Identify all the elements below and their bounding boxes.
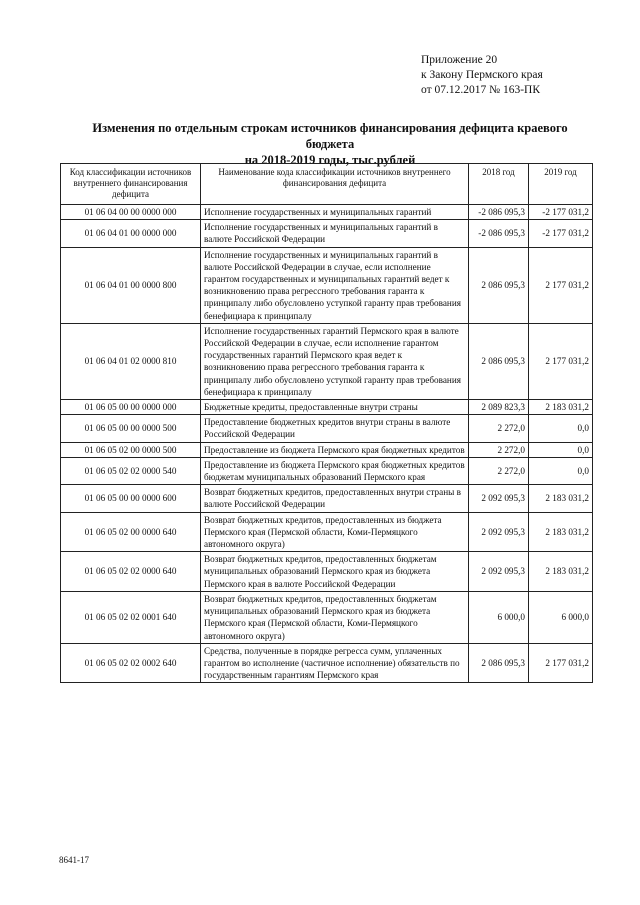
code-cell: 01 06 05 02 02 0000 640 [61, 552, 201, 592]
annex-block [421, 53, 543, 98]
annex-number: Приложение 20 [421, 54, 498, 66]
code-cell: 01 06 04 00 00 0000 000 [61, 205, 201, 220]
code-cell: 01 06 05 00 00 0000 600 [61, 485, 201, 512]
header-2019: 2019 год [529, 164, 593, 205]
table-row [61, 442, 593, 457]
value-2018-cell: 2 086 095,3 [469, 247, 529, 323]
value-2019-cell: 0,0 [529, 457, 593, 484]
value-2019-cell: 2 183 031,2 [529, 552, 593, 592]
value-2018-cell: 2 272,0 [469, 457, 529, 484]
value-2019-cell: -2 177 031,2 [529, 220, 593, 247]
table-row [61, 485, 593, 512]
header-2018: 2018 год [469, 164, 529, 205]
value-2018-cell: 2 092 095,3 [469, 485, 529, 512]
code-cell: 01 06 04 01 00 0000 800 [61, 247, 201, 323]
table-row [61, 552, 593, 592]
document-code: 8641-17 [59, 855, 89, 865]
value-2018-cell: 2 272,0 [469, 415, 529, 442]
value-2018-cell: -2 086 095,3 [469, 205, 529, 220]
title-line-2: на 2018-2019 годы, тыс.рублей [244, 153, 416, 167]
value-2019-cell: 2 177 031,2 [529, 323, 593, 399]
table-row [61, 205, 593, 220]
code-cell: 01 06 05 02 00 0000 500 [61, 442, 201, 457]
value-2019-cell: 2 183 031,2 [529, 400, 593, 415]
name-cell: Предоставление из бюджета Пермского края бюджетных кредитов бюджетам муниципальных образований Пермского края [201, 457, 469, 484]
table-row [61, 643, 593, 683]
value-2018-cell: -2 086 095,3 [469, 220, 529, 247]
table-row [61, 323, 593, 399]
table-header-row [61, 164, 593, 205]
name-cell: Исполнение государственных и муниципальных гарантий [201, 205, 469, 220]
code-cell: 01 06 05 02 02 0001 640 [61, 591, 201, 643]
name-cell: Исполнение государственных и муниципальных гарантий в валюте Российской Федерации в случае, если исполнение гарантом государственных и муниципальных гарантий ведет к возникновению права регрессного требования гаранта к принципалу либо обусловлено уступкой гаранту прав требования бенефициара к принципалу [201, 247, 469, 323]
name-cell: Возврат бюджетных кредитов, предоставленных внутри страны в валюте Российской Федерации [201, 485, 469, 512]
code-cell: 01 06 05 00 00 0000 000 [61, 400, 201, 415]
name-cell: Исполнение государственных и муниципальных гарантий в валюте Российской Федерации [201, 220, 469, 247]
value-2019-cell: -2 177 031,2 [529, 205, 593, 220]
name-cell: Средства, полученные в порядке регресса сумм, уплаченных гарантом во исполнение (частичное исполнение) обязательств по государственным гарантиям Пермского края [201, 643, 469, 683]
name-cell: Бюджетные кредиты, предоставленные внутри страны [201, 400, 469, 415]
value-2019-cell: 2 177 031,2 [529, 247, 593, 323]
header-name: Наименование кода классификации источников внутреннего финансирования дефицита [201, 164, 469, 205]
table-row [61, 457, 593, 484]
annex-date: от 07.12.2017 № 163-ПК [421, 84, 541, 96]
value-2019-cell: 0,0 [529, 442, 593, 457]
name-cell: Исполнение государственных гарантий Пермского края в валюте Российской Федерации в случае, если исполнение гарантом государственных гарантий Пермского края ведет к возникновению права регрессного требования гаранта к принципалу либо обусловлено уступкой гаранту прав требования бенефициара к принципалу [201, 323, 469, 399]
value-2018-cell: 2 086 095,3 [469, 643, 529, 683]
header-code: Код классификации источников внутреннего финансирования дефицита [61, 164, 201, 205]
code-cell: 01 06 05 00 00 0000 500 [61, 415, 201, 442]
annex-law: к Закону Пермского края [421, 69, 543, 81]
table-row [61, 220, 593, 247]
code-cell: 01 06 05 02 02 0000 540 [61, 457, 201, 484]
name-cell: Возврат бюджетных кредитов, предоставленных бюджетам муниципальных образований Пермского края из бюджета Пермского края (Пермской области, Коми-Пермяцкого автономного округа) [201, 591, 469, 643]
value-2018-cell: 2 092 095,3 [469, 552, 529, 592]
value-2018-cell: 6 000,0 [469, 591, 529, 643]
value-2019-cell: 2 183 031,2 [529, 512, 593, 552]
value-2019-cell: 2 183 031,2 [529, 485, 593, 512]
name-cell: Возврат бюджетных кредитов, предоставленных из бюджета Пермского края (Пермской области, Коми-Пермяцкого автономного округа) [201, 512, 469, 552]
table-row [61, 400, 593, 415]
code-cell: 01 06 04 01 02 0000 810 [61, 323, 201, 399]
title-line-1: Изменения по отдельным строкам источников финансирования дефицита краевого бюджета [92, 121, 568, 151]
value-2018-cell: 2 092 095,3 [469, 512, 529, 552]
table-row [61, 591, 593, 643]
table-row [61, 512, 593, 552]
code-cell: 01 06 04 01 00 0000 000 [61, 220, 201, 247]
code-cell: 01 06 05 02 02 0002 640 [61, 643, 201, 683]
name-cell: Возврат бюджетных кредитов, предоставленных бюджетам муниципальных образований Пермского края из бюджета Пермского края в валюте Российской Федерации [201, 552, 469, 592]
name-cell: Предоставление бюджетных кредитов внутри страны в валюте Российской Федерации [201, 415, 469, 442]
name-cell: Предоставление из бюджета Пермского края бюджетных кредитов [201, 442, 469, 457]
table-row [61, 247, 593, 323]
value-2019-cell: 2 177 031,2 [529, 643, 593, 683]
code-cell: 01 06 05 02 00 0000 640 [61, 512, 201, 552]
value-2018-cell: 2 089 823,3 [469, 400, 529, 415]
value-2018-cell: 2 086 095,3 [469, 323, 529, 399]
document-title [70, 120, 590, 168]
value-2019-cell: 6 000,0 [529, 591, 593, 643]
table-row [61, 415, 593, 442]
value-2019-cell: 0,0 [529, 415, 593, 442]
financing-table [60, 163, 593, 683]
value-2018-cell: 2 272,0 [469, 442, 529, 457]
